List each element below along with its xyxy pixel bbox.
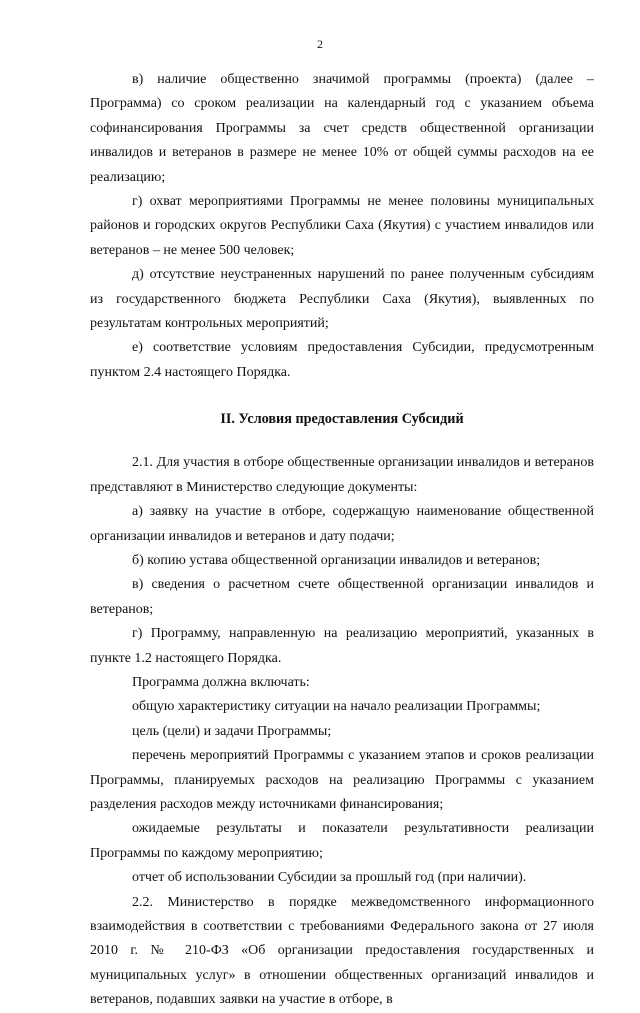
paragraph-item-g2: г) Программу, направленную на реализацию мероприятий, указанных в пункте 1.2 настоящего Порядка. <box>90 626 594 666</box>
paragraph-item-d: д) отсутствие неустраненных нарушений по ранее полученным субсидиям из государственного бюджета Республики Саха (Якутия), выявленных по результатам контрольных мероприятий; <box>90 267 594 332</box>
document-body <box>90 68 594 1013</box>
paragraph-item-v2: в) сведения о расчетном счете общественной организации инвалидов и ветеранов; <box>90 577 594 617</box>
paragraph-item-b: б) копию устава общественной организации инвалидов и ветеранов; <box>132 552 541 568</box>
paragraph-program-must-include: Программа должна включать: <box>132 674 310 690</box>
paragraph-general-characteristic: общую характеристику ситуации на начало реализации Программы; <box>132 699 541 715</box>
paragraph-item-g: г) охват мероприятиями Программы не менее половины муниципальных районов и городских округов Республики Саха (Якутия) с участием инвалидов или ветеранов – не менее 500 человек; <box>90 194 594 258</box>
paragraph-expected-results: ожидаемые результаты и показатели результативности реализации Программы по каждому мероприятию; <box>90 821 594 861</box>
page-number: 2 <box>317 37 323 51</box>
paragraph-item-a: а) заявку на участие в отборе, содержащую наименование общественной организации инвалидов и ветеранов и дату подачи; <box>90 504 594 544</box>
section-2-heading: II. Условия предоставления Субсидий <box>220 411 464 428</box>
section-1-continuation <box>90 68 594 385</box>
paragraph-item-v: в) наличие общественно значимой программы (проекта) (далее – Программа) со сроком реализации на календарный год с указанием объема софинансирования Программы за счет средств общественной организации инвалидов и ветеранов в размере не менее 10% от общей суммы расходов на ее реализацию; <box>90 72 594 185</box>
paragraph-goals-tasks: цель (цели) и задачи Программы; <box>132 723 332 739</box>
paragraph-subsidy-report: отчет об использовании Субсидии за прошлый год (при наличии). <box>132 870 527 886</box>
paragraph-2-2: 2.2. Министерство в порядке межведомственного информационного взаимодействия в соответствии с требованиями Федерального закона от 27 июля 2010 г. № 210-ФЗ «Об организации предоставления государственных и муниципальных услуг» в отношении общественных организаций инвалидов и ветеранов, подавших заявки на участие в отборе, в <box>90 894 594 1008</box>
paragraph-2-1: 2.1. Для участия в отборе общественные организации инвалидов и ветеранов представляют в Министерство следующие документы: <box>90 455 594 495</box>
paragraph-list-of-measures: перечень мероприятий Программы с указанием этапов и сроков реализации Программы, планируемых расходов на реализацию Программы с указанием разделения расходов между источниками финансирования; <box>90 748 594 812</box>
paragraph-item-e: е) соответствие условиям предоставления Субсидии, предусмотренным пунктом 2.4 настоящего Порядка. <box>90 340 594 380</box>
section-2 <box>90 451 594 1012</box>
